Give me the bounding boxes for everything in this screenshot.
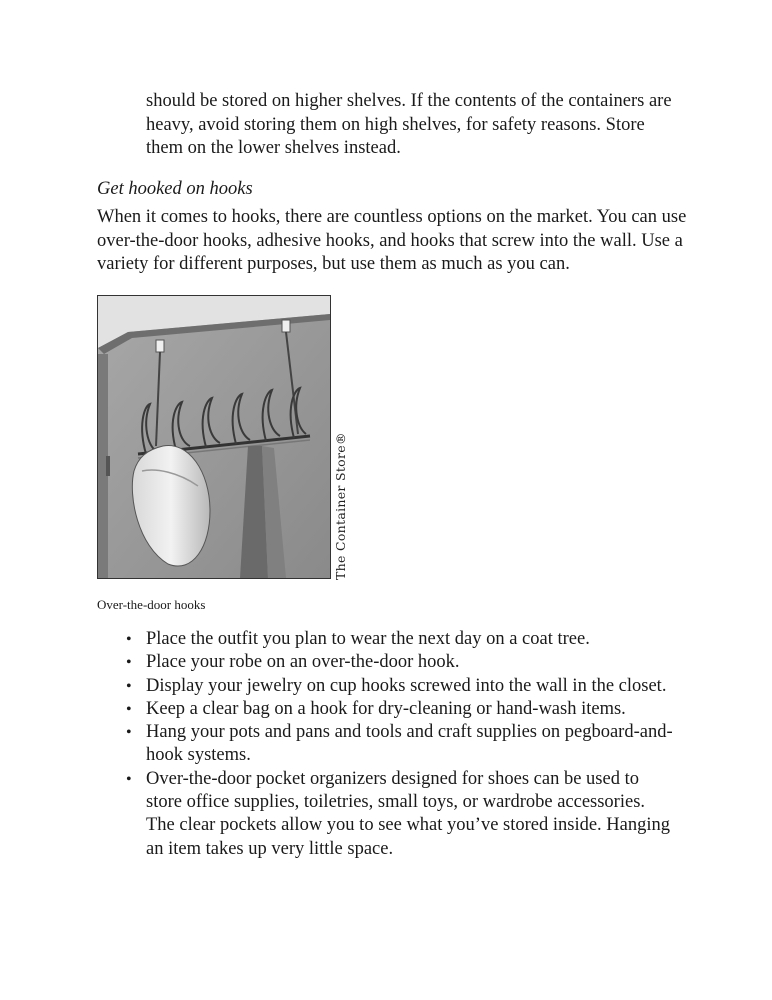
bullet-list [126, 628, 676, 861]
list-item: • Hang your pots and pans and tools and craft supplies on pegboard-and-hook systems. [126, 722, 673, 766]
list-item: • Over-the-door pocket organizers designed for shoes can be used to store office supplies, toiletries, small toys, or wardrobe accessories. The clear pockets allow you to see what you’ve stored inside. Hanging an item takes up very little space. [126, 768, 671, 859]
bullet-icon: • [126, 677, 132, 695]
figure-caption: Over-the-door hooks [97, 597, 206, 612]
list-item: • Place the outfit you plan to wear the next day on a coat tree. [146, 628, 676, 651]
section-paragraph: When it comes to hooks, there are countless options on the market. You can use over-the-door hooks, adhesive hooks, and hooks that screw into the wall. Use a variety for different purposes, but use them as much as you can. [97, 207, 687, 274]
photo-credit [333, 300, 351, 580]
bullet-icon: • [126, 724, 132, 742]
list-item: • Keep a clear bag on a hook for dry-cleaning or hand-wash items. [146, 698, 676, 721]
bullet-icon: • [126, 654, 132, 672]
intro-paragraph: should be stored on higher shelves. If the contents of the containers are heavy, avoid storing them on high shelves, for safety reasons. Store them on the lower shelves instead. [146, 91, 672, 158]
list-item: • Display your jewelry on cup hooks screwed into the wall in the closet. [146, 675, 676, 698]
list-item: • Place your robe on an over-the-door hook. [146, 651, 676, 674]
over-the-door-hooks-photo [97, 295, 331, 579]
photo-credit-text: The Container Store® [333, 432, 348, 580]
bullet-icon: • [126, 770, 132, 788]
section-heading: Get hooked on hooks [97, 179, 253, 199]
bullet-icon: • [126, 700, 132, 718]
bullet-icon: • [126, 631, 132, 648]
